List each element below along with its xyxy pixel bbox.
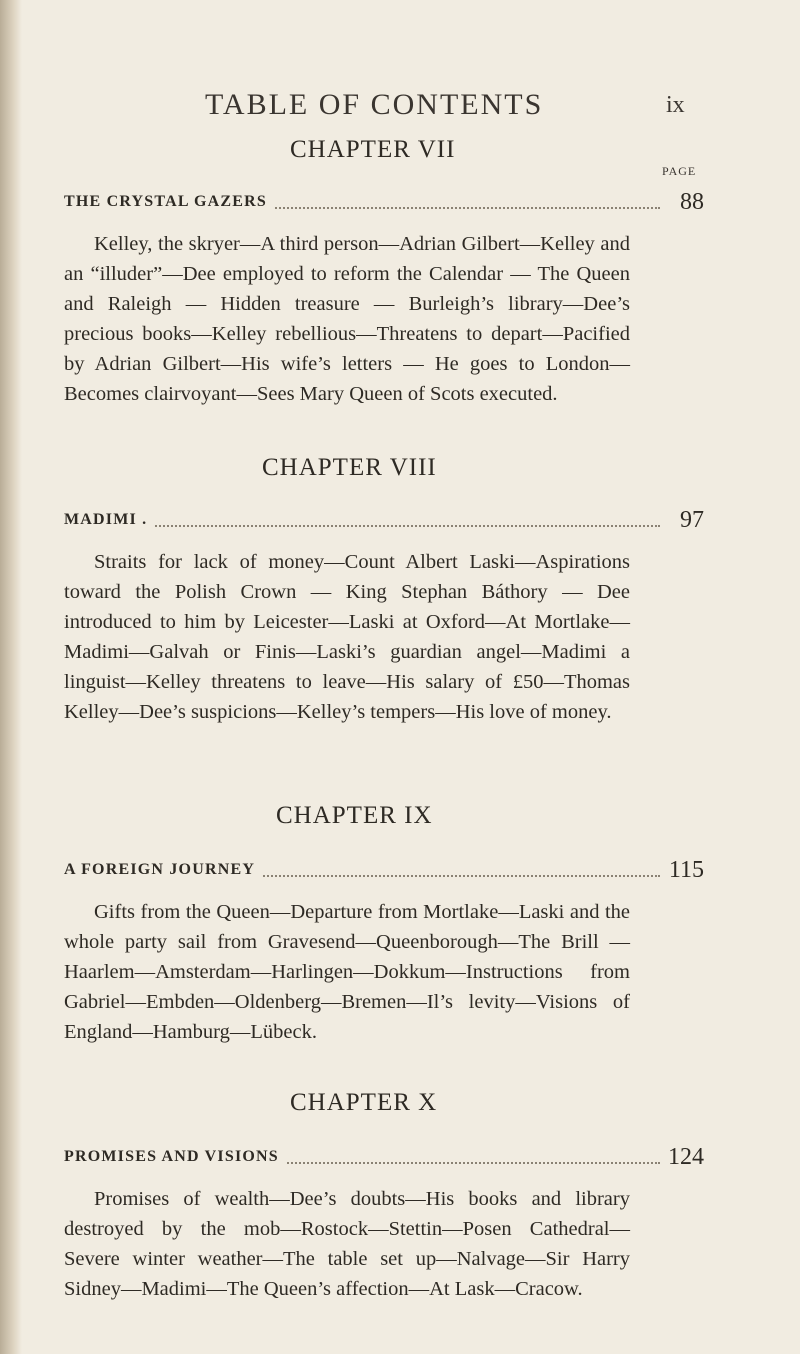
toc-entry-page: 115 (663, 857, 704, 884)
running-head: TABLE OF CONTENTS (205, 88, 544, 121)
chapter-synopsis: Kelley, the skryer—A third person—Adrian Gilbert—Kelley and an “illuder”—Dee employed to reform the Calendar — The Queen and Raleigh — Hidden treasure — Burleigh’s library—Dee’s precious books—Kelley rebellious—Threatens to depart—Pacified by Adrian Gilbert—His wife’s letters — He goes to London—Becomes clairvoyant—Sees Mary Queen of Scots executed. (64, 233, 630, 405)
chapter-synopsis: Promises of wealth—Dee’s doubts—His books and library destroyed by the mob—Rostock—Stettin—Posen Cathedral—Severe winter weather—The table set up—Nalvage—Sir Harry Sidney—Madimi—The Queen’s affection—At Lask—Cracow. (64, 1188, 630, 1300)
toc-entry-page: 97 (674, 507, 704, 534)
chapter-synopsis: Gifts from the Queen—Departure from Mortlake—Laski and the whole party sail from Gravesend—Queenborough—The Brill — Haarlem—Amsterdam—Harlingen—Dokkum—Instructions from Gabriel—Embden—Oldenberg—Bremen—Il’s levity—Visions of England—Hamburg—Lübeck. (64, 901, 630, 1043)
toc-entry[interactable] (64, 507, 704, 539)
toc-entry-title: THE CRYSTAL GAZERS (64, 193, 273, 211)
toc-entry-page: 88 (674, 189, 704, 216)
toc-entry-title: MADIMI . (64, 511, 153, 529)
chapter-synopsis: Straits for lack of money—Count Albert Laski—Aspirations toward the Polish Crown — King Stephan Báthory — Dee introduced to him by Leicester—Laski at Oxford—At Mortlake—Madimi—Galvah or Finis—Laski’s guardian angel—Madimi a linguist—Kelley threatens to leave—His salary of £50—Thomas Kelley—Dee’s suspicions—Kelley’s tempers—His love of money. (64, 551, 630, 723)
toc-entry-title: PROMISES AND VISIONS (64, 1148, 285, 1166)
page-number: ix (666, 92, 685, 118)
toc-entry[interactable] (64, 857, 704, 889)
page-gutter (0, 0, 22, 1354)
toc-entry-page: 124 (662, 1144, 704, 1171)
toc-entry[interactable] (64, 1144, 704, 1176)
toc-entry[interactable] (64, 189, 704, 221)
toc-entry-title: A FOREIGN JOURNEY (64, 861, 261, 879)
dot-leaders (64, 515, 660, 527)
book-page: TABLE OF CONTENTS ix PAGE CHAPTER VII THE CRYSTAL GAZERS 88 Kelley, the skryer—A third person—Adrian Gilbert—Kelley and an “illuder”—Dee employed to reform the Calendar — The Queen and Raleigh — Hidden treasure — Burleigh’s library—Dee’s precious books—Kelley rebellious—Threatens to depart—Pacified by Adrian Gilbert—His wife’s letters — He goes to London—Becomes clairvoyant—Sees Mary Queen of Scots executed. CHAPTER VIII MADIMI . 97 Straits for lack of money—Count Albert Laski—Aspirations toward the Polish Crown — King Stephan Báthory — Dee introduced to him by Leicester—Laski at Oxford—At Mortlake—Madimi—Galvah or Finis—Laski’s guardian angel—Madimi a linguist—Kelley threatens to leave—His salary of £50—Thomas Kelley—Dee’s suspicions—Kelley’s tempers—His love of money. CHAPTER IX A FOREIGN JOURNEY 115 Gifts from the Queen—Departure from Mortlake—Laski and the whole party sail from Gravesend—Queenborough—The Brill — Haarlem—Amsterdam—Harlingen—Dokkum—Instructions from Gabriel—Embden—Oldenberg—Bremen—Il’s levity—Visions of England—Hamburg—Lübeck. CHAPTER X PROMISES AND VISIONS 124 Promises of wealth—Dee’s doubts—His books and library destroyed by the mob—Rostock—Stettin—Posen Cathedral—Severe winter weather—The table set up—Nalvage—Sir Harry Sidney—Madimi—The Queen’s affection—At Lask—Cracow. (0, 0, 800, 1354)
page-column-label: PAGE (662, 164, 697, 178)
